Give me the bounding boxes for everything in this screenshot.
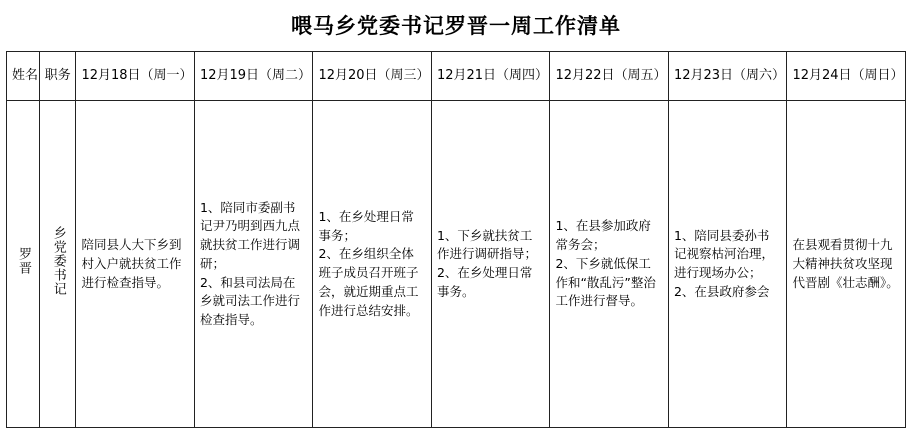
- header-cell-day-5: 12月22日（周五）: [550, 52, 669, 101]
- cell-task-day-2: [194, 101, 313, 428]
- header-cell-day-2: 12月19日（周二）: [194, 52, 313, 101]
- task-text-day-2: 1、陪同市委副书记尹乃明到西九点就扶贫工作进行调研； 2、和县司法局在乡就司法工作进行检查指导。: [199, 199, 300, 328]
- person-name-text: 罗晋: [15, 247, 31, 276]
- task-text-day-1: 陪同县人大下乡到村入户就扶贫工作进行检查指导。: [81, 237, 182, 290]
- task-text-day-3: 1、在乡处理日常事务； 2、在乡组织全体班子成员召开班子会，就近期重点工作进行总结安排。: [318, 208, 419, 318]
- header-cell-post: 职务: [39, 52, 76, 101]
- person-post-text: 乡党委书记: [50, 226, 66, 297]
- cell-task-day-7: [787, 101, 906, 428]
- cell-person-name: [7, 101, 40, 428]
- cell-person-post: [39, 101, 76, 428]
- task-text-day-5: 1、在县参加政府常务会； 2、下乡就低保工作和“散乱污”整治工作进行督导。: [555, 218, 656, 309]
- header-cell-day-4: 12月21日（周四）: [431, 52, 550, 101]
- table-row: [7, 101, 906, 428]
- task-text-day-7: 在县观看贯彻十九大精神扶贫攻坚现代晋剧《壮志酬》。: [792, 237, 899, 290]
- cell-task-day-1: [76, 101, 195, 428]
- task-text-day-6: 1、陪同县委孙书记视察枯河治理，进行现场办公； 2、在县政府参会: [673, 227, 774, 299]
- task-text-day-4: 1、下乡就扶贫工作进行调研指导； 2、在乡处理日常事务。: [436, 227, 537, 299]
- cell-task-day-5: [550, 101, 669, 428]
- header-cell-day-7: 12月24日（周日）: [787, 52, 906, 101]
- cell-task-day-6: [668, 101, 787, 428]
- table-header-row: [7, 52, 906, 101]
- cell-task-day-3: [313, 101, 432, 428]
- header-cell-day-1: 12月18日（周一）: [76, 52, 195, 101]
- header-cell-name: 姓名: [7, 52, 40, 101]
- header-cell-day-3: 12月20日（周三）: [313, 52, 432, 101]
- cell-task-day-4: [431, 101, 550, 428]
- header-cell-day-6: 12月23日（周六）: [668, 52, 787, 101]
- work-schedule-table: [6, 51, 906, 428]
- page-title: 喂马乡党委书记罗晋一周工作清单: [291, 14, 621, 38]
